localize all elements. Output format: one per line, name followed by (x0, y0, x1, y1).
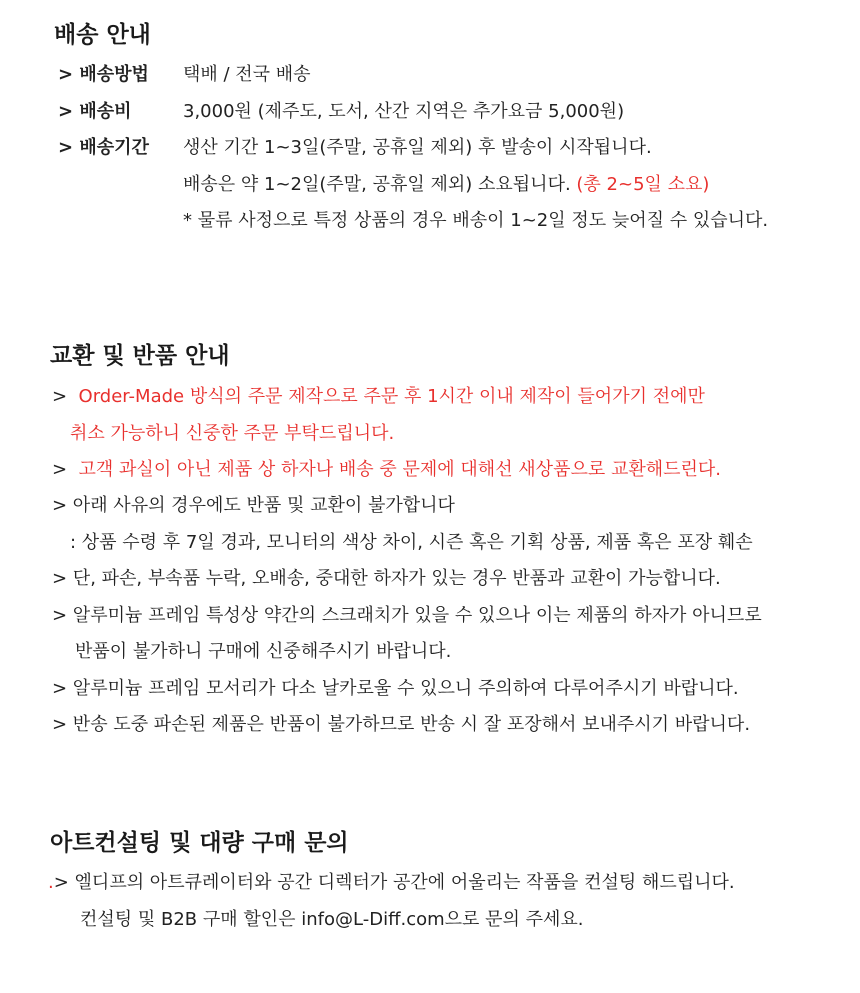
return-damage-line: > 반송 도중 파손된 제품은 반품이 불가하므로 반송 시 잘 포장해서 보내주시기 바랍니다. (52, 714, 751, 735)
alu-line2: 반품이 불가하니 구매에 신중해주시기 바랍니다. (75, 641, 452, 662)
shipping-title: 배송 안내 (54, 22, 151, 48)
consult-line1 (48, 868, 735, 894)
shipping-fee-value: 3,000원 (제주도, 도서, 산간 지역은 추가요금 5,000원) (183, 101, 625, 122)
alu-line1: > 알루미늄 프레임 특성상 약간의 스크래치가 있을 수 있으나 이는 제품의 하자가 아니므로 (52, 605, 762, 626)
shipping-fee-label: > 배송비 (58, 101, 132, 122)
simple-line: > 단, 파손, 부속품 누락, 오배송, 중대한 하자가 있는 경우 반품과 교환이 가능합니다. (52, 568, 721, 589)
consult-title: 아트컨설팅 및 대량 구매 문의 (50, 830, 349, 856)
exchange-title: 교환 및 반품 안내 (50, 343, 230, 369)
shipping-note: * 물류 사정으로 특정 상품의 경우 배송이 1~2일 정도 늦어질 수 있습니다. (183, 210, 769, 231)
ordermade-line1 (52, 382, 705, 408)
shipping-method-label: > 배송방법 (58, 64, 149, 85)
shipping-method-value: 택배 / 전국 배송 (183, 64, 311, 85)
consult-dot: . (48, 872, 54, 893)
fault-line (52, 455, 721, 481)
ordermade-text: Order-Made 방식의 주문 제작으로 주문 후 1시간 이내 제작이 들어가기 전에만 (78, 386, 705, 407)
shipping-period-label: > 배송기간 (58, 137, 149, 158)
fault-text: 고객 과실이 아닌 제품 상 하자나 배송 중 문제에 대해선 새상품으로 교환해드린다. (78, 459, 722, 480)
consult-line2: 컨설팅 및 B2B 구매 할인은 info@L-Diff.com으로 문의 주세요. (80, 909, 584, 930)
shipping-total-period: (총 2~5일 소요) (576, 174, 710, 195)
shipping-period-line2 (183, 170, 709, 196)
consult-text: > 엘디프의 아트큐레이터와 공간 디렉터가 공간에 어울리는 작품을 컨설팅 해드립니다. (53, 872, 735, 893)
shipping-period-text: 배송은 약 1~2일(주말, 공휴일 제외) 소요됩니다. (183, 174, 577, 195)
ordermade-marker: > (52, 386, 68, 407)
shipping-period-value: 생산 기간 1~3일(주말, 공휴일 제외) 후 발송이 시작됩니다. (183, 137, 652, 158)
reason-list: : 상품 수령 후 7일 경과, 모니터의 색상 차이, 시즌 혹은 기획 상품, 제품 혹은 포장 훼손 (70, 532, 753, 553)
ordermade-line2: 취소 가능하니 신중한 주문 부탁드립니다. (70, 423, 395, 444)
fault-marker: > (52, 459, 68, 480)
reason-line: > 아래 사유의 경우에도 반품 및 교환이 불가합니다 (52, 495, 455, 516)
alu-edge-line: > 알루미늄 프레임 모서리가 다소 날카로울 수 있으니 주의하여 다루어주시기 바랍니다. (52, 678, 739, 699)
